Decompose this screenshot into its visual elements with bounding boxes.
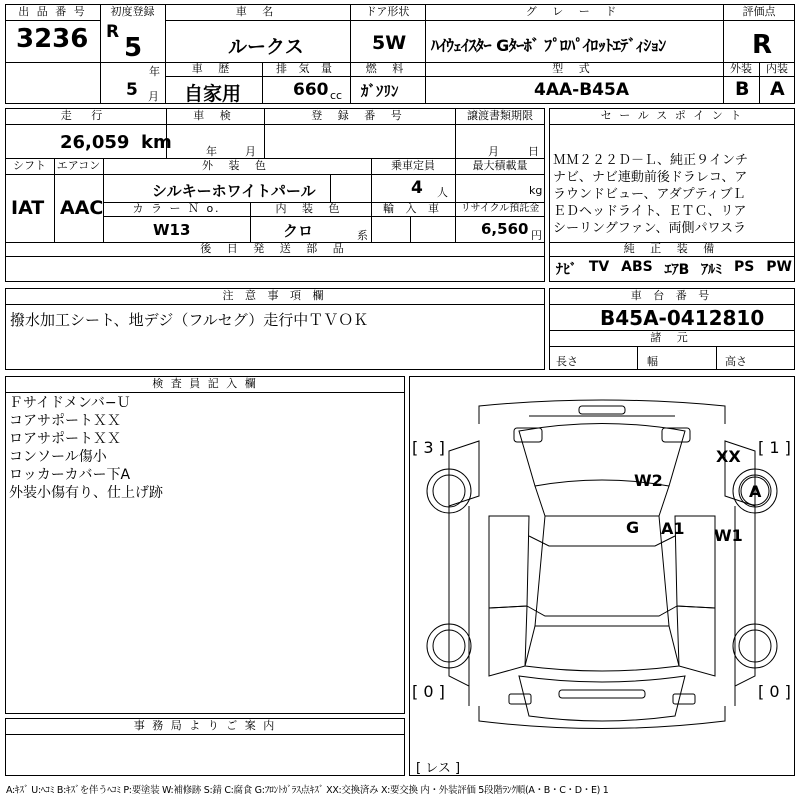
ext-score: B <box>735 78 750 100</box>
grade-label: グ レ ー ド <box>525 5 623 18</box>
disp-unit: cc <box>330 89 343 102</box>
era: R <box>106 22 120 42</box>
chassis-number: B45A-0412810 <box>600 306 765 330</box>
tire-front-right: [ 1 ] <box>758 438 791 457</box>
history-label: 車 歴 <box>191 62 236 75</box>
transfer-day-unit: 日 <box>528 145 539 158</box>
width-label: 幅 <box>647 355 658 368</box>
color-number: W13 <box>153 221 191 239</box>
doors: 5W <box>372 32 407 54</box>
model-label: 型 式 <box>552 62 596 75</box>
mileage-unit: km <box>141 132 172 153</box>
inspector-label: 検 査 員 記 入 欄 <box>152 377 258 390</box>
history: 自家用 <box>184 83 242 105</box>
insp-month-unit: 月 <box>245 145 256 158</box>
first-reg-label: 初度登録 <box>110 5 155 18</box>
equipment-item: TV <box>588 259 610 275</box>
seats-label: 乗車定員 <box>391 159 435 172</box>
transfer-month-unit: 月 <box>488 145 499 158</box>
tire-front-left: [ 3 ] <box>412 438 445 457</box>
sales-point-text <box>553 152 795 237</box>
sales-point-line: ＥＤヘッドライト、ＥＴＣ、リア <box>553 204 747 219</box>
ac-label: エアコン <box>56 159 101 172</box>
equipment-item: PS <box>734 259 755 275</box>
transfer-label: 譲渡書類期限 <box>467 109 533 122</box>
mark-a: A <box>749 482 762 501</box>
colorno-label: カ ラ ー Ｎ o. <box>132 202 221 215</box>
lot-label: 出 品 番 号 <box>18 5 87 18</box>
equipment-item: ｴｱB <box>664 262 690 278</box>
height-label: 高さ <box>725 355 747 368</box>
model: 4AA-B45A <box>534 80 629 100</box>
sales-point-line: ナビ、ナビ連動前後ドラレコ、ア <box>553 170 748 185</box>
car-diagram <box>409 376 795 776</box>
sales-point-label: セ ー ル ス ポ イ ン ト <box>600 109 744 122</box>
caution-label: 注 意 事 項 欄 <box>222 289 328 302</box>
fuel: ｶﾞｿﾘﾝ <box>361 82 399 100</box>
mark-w1: W1 <box>714 526 743 545</box>
reg-month: 5 <box>126 80 138 100</box>
inspector-note-line: ロッカーカバー下A <box>9 467 131 483</box>
lot-number: 3236 <box>16 24 89 54</box>
chassis-label: 車 台 番 号 <box>630 289 714 302</box>
equipment-item: ABS <box>621 259 653 275</box>
inspector-note-line: ロアサポートＸＸ <box>9 431 121 447</box>
displacement: 660 <box>293 80 329 100</box>
recycle-unit: 円 <box>531 229 542 242</box>
import-label: 輸 入 車 <box>383 202 443 215</box>
tire-rear-right: [ 0 ] <box>758 682 791 701</box>
mileage-label: 走 行 <box>60 109 111 122</box>
inspector-note-line: コアサポートＸＸ <box>9 413 121 429</box>
inspector-note-line: コンソール傷小 <box>9 449 107 465</box>
int-score: A <box>770 78 785 100</box>
intcolor-label: 内 装 色 <box>275 202 346 215</box>
inspection-label: 車 検 <box>193 109 237 122</box>
mark-w2: W2 <box>634 471 663 490</box>
shift-label: シフト <box>13 159 46 172</box>
spare-tire: [ レス ] <box>416 761 461 776</box>
reg-year-unit: 年 <box>149 65 160 78</box>
score: R <box>752 30 773 60</box>
equipment-item: ｱﾙﾐ <box>701 262 723 278</box>
equipment-item: ﾅﾋﾞ <box>556 262 577 278</box>
equipment-label: 純 正 装 備 <box>623 242 721 255</box>
color-label: 外 装 色 <box>202 159 272 172</box>
shift: IAT <box>11 197 45 219</box>
inspector-note-line: Ｆサイドメンバ−Ｕ <box>9 395 131 411</box>
recycle-label: リサイクル預託金 <box>460 203 540 214</box>
inspector-note-line: 外装小傷有り、仕上げ跡 <box>9 485 163 501</box>
seats: 4 <box>411 178 423 198</box>
caution-text: 撥水加工シート、地デジ（フルセグ）走行中ＴＶＯＫ <box>10 311 369 329</box>
grade: ﾊｲｳｪｲｽﾀｰ Gﾀｰﾎﾞ ﾌﾟﾛﾊﾟｲﾛｯﾄｴﾃﾞｨｼｮﾝ <box>431 36 666 55</box>
recycle-fee: 6,560 <box>481 220 529 238</box>
length-label: 長さ <box>556 355 578 368</box>
sales-point-line: シーリングファン、両側パワスラ <box>553 221 747 236</box>
sales-point-line: ＭＭ２２２Ｄ－Ｌ、純正９インチ <box>553 153 749 168</box>
score-label: 評価点 <box>742 5 776 18</box>
int-label: 内装 <box>766 62 788 75</box>
load-unit: kg <box>529 184 543 197</box>
int-color: クロ <box>283 222 314 240</box>
ext-color: シルキーホワイトパール <box>152 182 316 200</box>
car-name: ルークス <box>228 36 304 58</box>
ac: AAC <box>60 197 104 219</box>
disp-label: 排 気 量 <box>276 62 336 75</box>
load-label: 最大積載量 <box>472 159 528 172</box>
mark-a1: A1 <box>661 519 685 538</box>
insp-year-unit: 年 <box>206 145 217 158</box>
reg-month-unit: 月 <box>148 90 159 103</box>
office-label: 事 務 局 よ り ご 案 内 <box>133 719 277 732</box>
doors-label: ドア形状 <box>365 5 410 18</box>
seats-unit: 人 <box>437 186 448 199</box>
equipment-item: PW <box>766 259 792 275</box>
legend: A:ｷｽﾞ U:ﾍｺﾐ B:ｷｽﾞを伴うﾍｺﾐ P:要塗装 W:補修跡 S:錆 C:腐食 G:ﾌﾛﾝﾄｶﾞﾗｽ点ｷｽﾞ XX:交換済み X:要交換 内・外装評価 5段階ﾗﾝｸ順(A・B・C・D・E) 1 <box>6 785 609 796</box>
mark-g: G <box>626 518 640 537</box>
ext-label: 外装 <box>730 62 752 75</box>
sales-point-line: ラウンドビュー、アダプティブＬ <box>553 187 746 202</box>
car-name-label: 車 名 <box>235 5 280 18</box>
mark-xx: XX <box>716 447 741 466</box>
equipment-list <box>556 259 792 279</box>
reg-year: 5 <box>124 33 143 63</box>
tire-rear-left: [ 0 ] <box>412 682 445 701</box>
later-parts-label: 後 日 発 送 部 品 <box>200 242 350 255</box>
dims-label: 諸 元 <box>650 331 694 344</box>
regno-label: 登 録 番 号 <box>311 109 408 122</box>
inspector-notes <box>9 394 399 502</box>
fuel-label: 燃 料 <box>365 62 410 75</box>
mileage: 26,059 <box>60 132 130 153</box>
int-color-unit: 系 <box>357 229 368 242</box>
